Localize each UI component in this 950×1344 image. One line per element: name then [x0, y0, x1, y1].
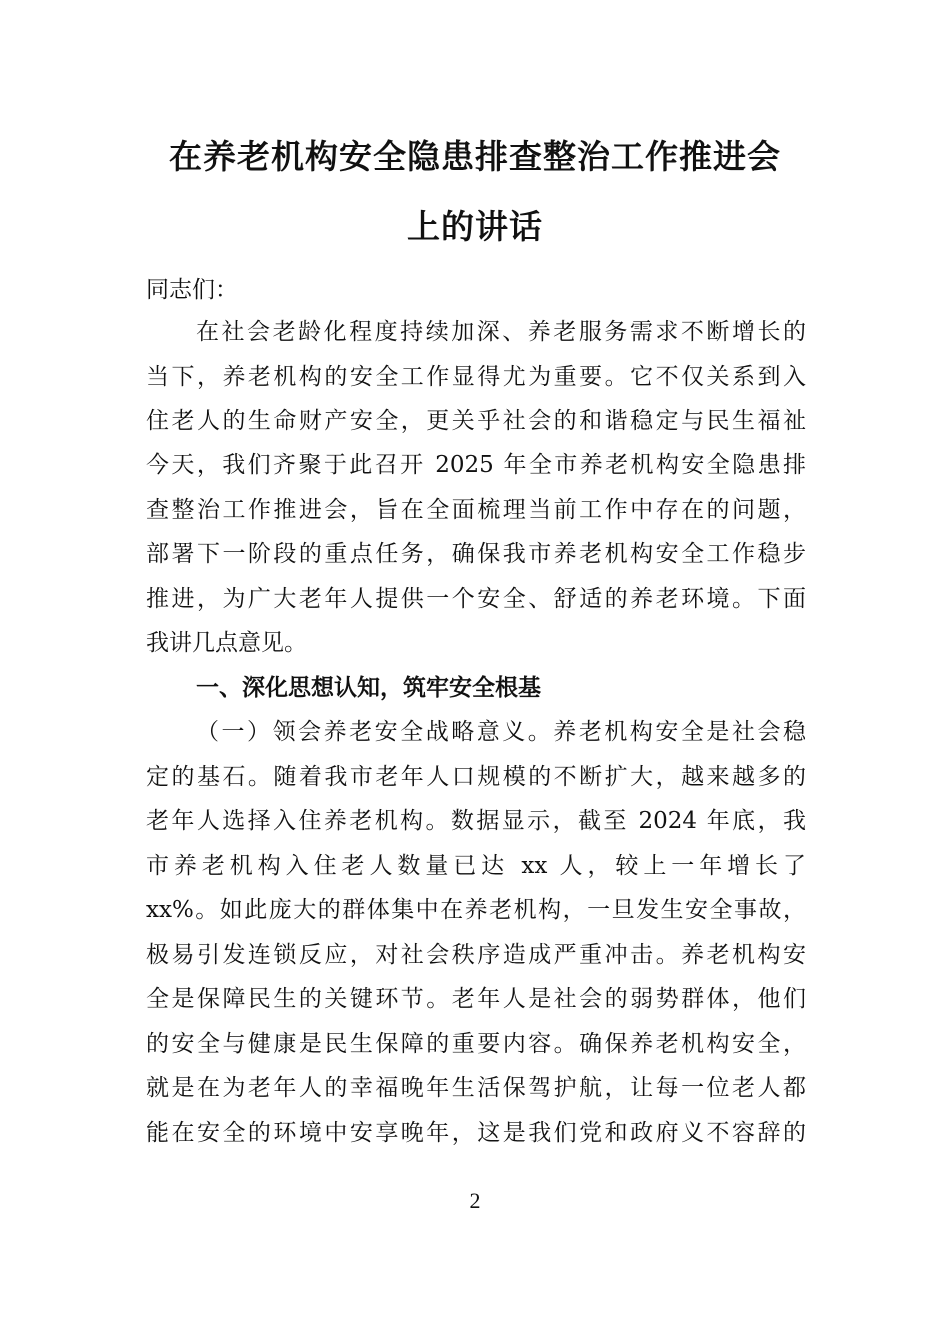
intro-line-2: 当下，养老机构的安全工作显得尤为重要。它不仅关系到入: [146, 364, 806, 390]
intro-line-6: 部署下一阶段的重点任务，确保我市养老机构安全工作稳步: [146, 541, 806, 567]
intro-line-5: 查整治工作推进会，旨在全面梳理当前工作中存在的问题，: [146, 497, 806, 523]
section-line-6: 极易引发连锁反应，对社会秩序造成严重冲击。养老机构安: [146, 942, 806, 968]
intro-line-7: 推进，为广大老年人提供一个安全、舒适的养老环境。下面: [146, 586, 806, 612]
section-line-4: 市养老机构入住老人数量已达 xx 人，较上一年增长了: [146, 853, 806, 879]
section-line-5: xx%。如此庞大的群体集中在养老机构，一旦发生安全事故，: [146, 897, 806, 923]
page-number: 2: [469, 1188, 481, 1213]
intro-line-8: 我讲几点意见。: [146, 630, 307, 656]
intro-line-3: 住老人的生命财产安全，更关乎社会的和谐稳定与民生福祉: [146, 408, 806, 434]
section-line-8: 的安全与健康是民生保障的重要内容。确保养老机构安全，: [146, 1031, 806, 1057]
section-line-2: 定的基石。随着我市老年人口规模的不断扩大，越来越多的: [146, 764, 806, 790]
section-line-7: 全是保障民生的关键环节。老年人是社会的弱势群体，他们: [146, 986, 806, 1012]
document-title-line-2: 上的讲话: [407, 207, 543, 246]
section-line-3: 老年人选择入住养老机构。数据显示，截至 2024 年底，我: [146, 808, 806, 834]
section-line-10: 能在安全的环境中安享晚年，这是我们党和政府义不容辞的: [146, 1120, 806, 1146]
section-line-1: （一）领会养老安全战略意义。养老机构安全是社会稳: [196, 719, 806, 745]
document-title-line-1: 在养老机构安全隐患排查整治工作推进会: [169, 137, 781, 176]
salutation: 同志们：: [146, 277, 238, 303]
intro-line-4: 今天，我们齐聚于此召开 2025 年全市养老机构安全隐患排: [146, 452, 806, 478]
section-line-9: 就是在为老年人的幸福晚年生活保驾护航，让每一位老人都: [146, 1075, 806, 1101]
intro-line-1: 在社会老龄化程度持续加深、养老服务需求不断增长的: [196, 319, 806, 345]
section-heading: 一、深化思想认知，筑牢安全根基: [196, 675, 541, 701]
